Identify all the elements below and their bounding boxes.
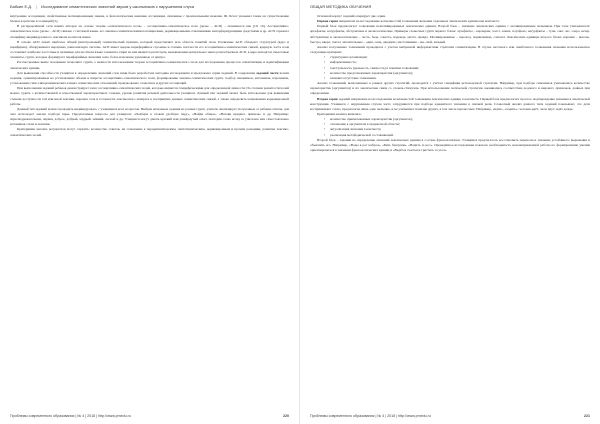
header-article-title: Исследование семантических значений звуков у школьников с нарушением слуха [41, 4, 194, 9]
paragraph: внутренние ассоциации, свойственные мотивированным знакам, и фонологические внешние ассоциации, связанные с произвольными знаками. Ш. Бетел указывал также на существование блоков и цепочек ассоциаций [5]. [10, 14, 289, 24]
paragraph: Рассмотренные выше положения позволяют судить о важности использования теории ассоциативно-семантического поля для исследования процессов семантизации и идентификации лексических единиц. [10, 60, 289, 70]
paragraph: Вторая серия заданий направлена на исследование возможностей толкования лексических единиц в контексте. Первый блок предполагает простое подтверждение значения в лексической конструкции. Учащиеся с нарушенным слухом часто затрудняются при подборе адекватного значения в связной речи. Словесный анализ данного типа заданий показывает, что дети воспринимают слово, предполагая лишь одно значение, и не учитывают наличие других, в том числе переносных. Например, «идти», «ходить»: человек идёт; часы идут; идёт дождь. [310, 96, 590, 111]
right-page-body [310, 14, 590, 408]
list-item: • актуализация значения в контексте; [330, 127, 590, 132]
paragraph: Основной корпус заданий оперирует две серии. [317, 14, 386, 18]
header-author: Бабкин Е.Д. [10, 4, 33, 9]
running-header-left [10, 4, 289, 9]
list-item: • наличие/отсутствие толкования. [330, 76, 590, 81]
paragraph: Для выявления способности учащихся к определению значений слов нами была разработана методика исследования и предложена серия заданий. В содержание заданий части вошли задания, ориентированные на установление объема и широты ассоциативно-семантического поля, формирование лексико-семантических групп, подбор синонимов, антонимов, паронимов, установление гипо-гиперонимических и иных семантических отношений, произвольных словесных и других ассоциаций. [10, 70, 289, 86]
paragraph: Анализ полученных толкований проводился с учетом выбранной информантами стратегии семантизации. В случае неточного или ошибочного толкования значения использовались следующие критерии: [310, 44, 590, 55]
paragraph: Критериями анализа результатов могут служить: количество ответов, их отношение к парадигматическим, синтагматическим, деривационным и прочим реакциям, развитие лексико-семантических полей. [10, 127, 289, 137]
footer-left [10, 414, 289, 418]
list-item: • количество приписываемых характеристик (аргументов); [330, 117, 590, 122]
criteria-list [310, 117, 590, 138]
page-number: 220 [283, 414, 289, 418]
page-number: 221 [584, 414, 590, 418]
paragraph: В основе АСП лежит наиболее общий (интегральный) семантический признак, который представляет всю область понятий поля. Различные АСП обладают структурой (ядро и периферия), обнаруживают иерархию, равнозначную системе. АСП имеет ядерно-периферийное строение и степень плотности его ассоциативно-семантических связей, ядерную часть поля составляют наиболее частотные и значимые для носителя языка элементы. Один из них является регистром, вызывающим центральное звено разнообразных АСП, в ядре находятся смысловые элементы, групп, которые формируют периферийные значения сема, более или менее удаленные от центра. [10, 39, 289, 60]
list-item: • структурная организация; [330, 55, 590, 60]
paragraph: Второй блок – задания на определение значений лексических единиц в составе фразеологизмов. Учащимся предлагалось восстановить переносное значение устойчивого выражения и объяснить его. Например, «Воды в рот набрал», «Бить баклуши», «Водить за нос». Проведённое исследование показало необходимость целенаправленной работы по формированию умения ориентироваться в значении фразеологических единиц и «Ведётся счастья и трястись за угол». [310, 137, 590, 153]
right-page [300, 0, 600, 424]
left-page-body [10, 14, 289, 408]
list-item: • реализация метафорической составляющей. [330, 133, 590, 138]
paragraph: Первый блок предполагает толкование немотивированных лексических единиц. Второй блок – значение лексических единиц с мотивированным значением. При этом учитываются: артефакты, натурфакты, абстрактные и аксиологические. Примеры словесных групп первого блока: артефакты – карандаш, холст, лампа, портфель; натурфакты – тучи, снег, лес, озеро, ветер. Абстрактные и аксиологические – честь, беда, совесть, надежда, мечта, правда. Мотивированные – пароход, чернильница, самолет. Лексические единицы второго блока: наречия – высоко, быстро, вверх, смело; числительные – один, семь, двадцать; местоимения – вы, свой, каждый. [310, 24, 590, 44]
paragraph: Критериями анализа являлись: [317, 111, 362, 116]
paragraph: Анализ толкований, выполненных в рамках других стратегий, проводился с учётом специфики используемой стратегии. Например, при подборе синонимов учитывались количество характеристик (аргументов) и их лексические связи со словом-стимулом. При использовании логической стратегии оценивались соответствие родового и видового признаков, данных при определении. [310, 81, 590, 96]
paragraph: Данный тип заданий можно проводить индивидуально, с учащимися всех возрастов. Выбрав начальные задания из разных групп, учитель анализирует полученные от ребенка ответы, для чего использует анализ подбора пары. Предлагаемые вопросы для учащихся: «Подбери к словам удобную пару», «Найди общее», «Назови предмет, признак» и др. Например: звукоподражательная, первая, доброе, добрый, мудрый, зимний, лесной и др. Учащиеся могут давать краткий или развёрнутый ответ, повторяя слово вслед за учителем или самостоятельно вспоминая слова и понятия. [10, 106, 289, 127]
list-item: • текстуальность (цельность, связность) в понятии толкования; [330, 66, 590, 71]
footer-right [310, 414, 590, 418]
list-item: • информативность; [330, 60, 590, 65]
running-header-right [310, 4, 590, 9]
paragraph: В распределённой сети наших авторов на основе теории «семантического поля» – ассоциативно-семантическое поле (далее – АСП) – понимается как [10; 16]. Ассоциативно-семантическое поле (далее – АСП) связано с системой языка, его лексико-семантическими потенциалами, деривационными отношениями, интерферирующими средствами и др. АСП отражает специфику индивидуального лексикона носителя языка. [10, 24, 289, 39]
paragraph: При выполнении заданий ребенок демонстрирует запас ассоциативно-семантических полей, которые являются специфическими для определенной личности. По степени развитости полей можно судить о количественной и качественной характеристиках словаря, уровне развития речевой деятельности учащихся. Данный тип заданий может быть использован для выявления степени доступности той или иной лексики, перечня слов и готовности лексического аппарата к восприятию данных семантических связей, а также определить направления коррекционной работы. [10, 86, 289, 106]
criteria-list [310, 55, 590, 81]
header-separator: | [36, 4, 38, 9]
footer-journal-info: Проблемы современного образования | № 4 | 2018 | http://www.pmedu.ru [10, 414, 131, 418]
list-item: • количество представленных характеристик (аргументов); [330, 71, 590, 76]
header-section-title: ОБЩАЯ МЕТОДИКА ОБУЧЕНИЯ [310, 4, 372, 9]
paragraph: Первая серия направлена на исследование возможностей толкования значения отдельных лексических единиц вне контекста. [317, 19, 500, 24]
footer-journal-info: Проблемы современного образования | № 4 | 2018 | http://www.pmedu.ru [310, 414, 431, 418]
list-item: • отношение к аргументам к предметной области; [330, 122, 590, 127]
